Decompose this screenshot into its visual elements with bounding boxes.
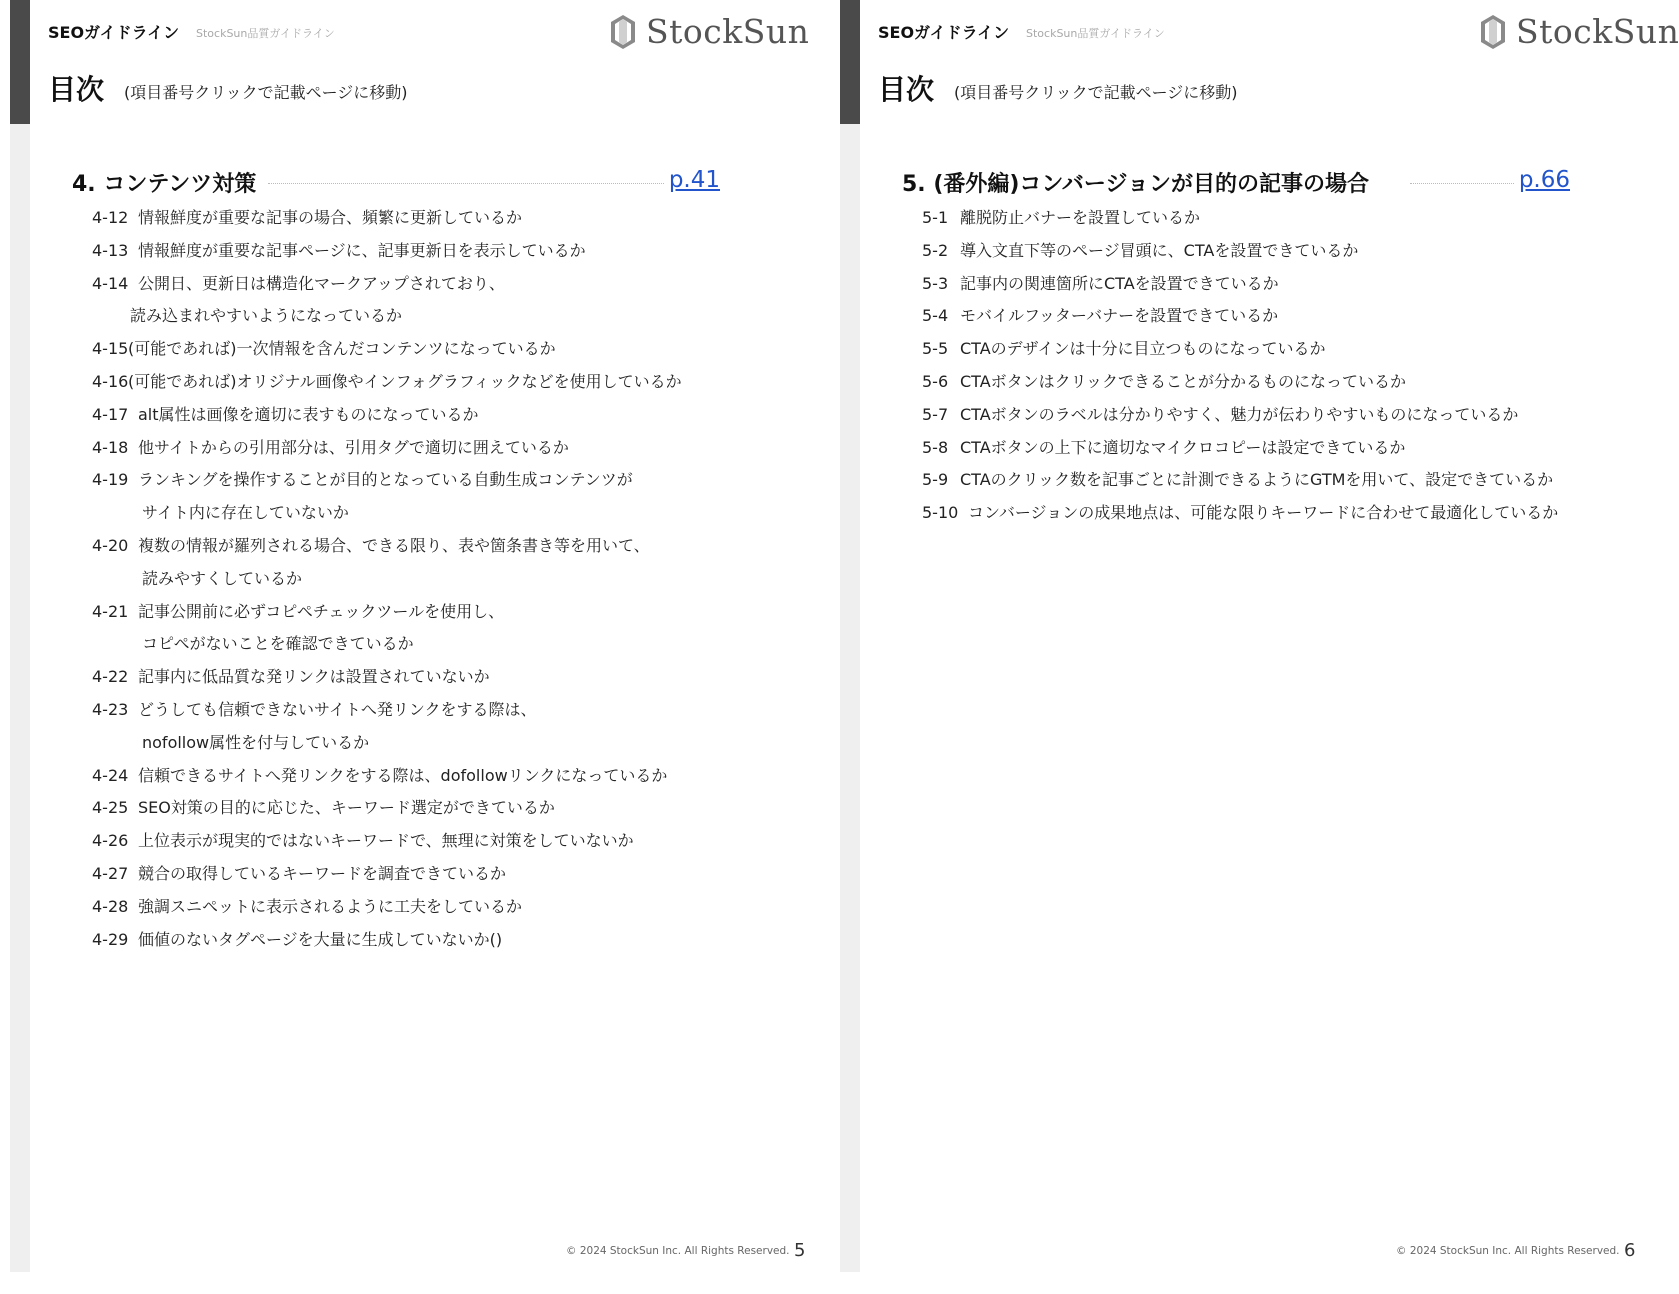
footer-copyright: © 2024 StockSun Inc. All Rights Reserved. — [1396, 1245, 1620, 1257]
toc-item[interactable] — [92, 202, 682, 235]
item-text[interactable]: CTAボタンの上下に適切なマイクロコピーは設定できているか — [960, 437, 1406, 457]
item-text[interactable]: 記事内の関連箇所にCTAを設置できているか — [960, 273, 1279, 293]
stocksun-hexagon-logo-icon — [1480, 14, 1506, 50]
item-number[interactable]: 5-10 — [922, 503, 959, 523]
item-text[interactable]: モバイルフッターバナーを設置できているか — [960, 306, 1279, 326]
item-number[interactable]: 4-17 — [92, 404, 129, 424]
item-text[interactable]: 情報鮮度が重要な記事ページに、記事更新日を表示しているか — [138, 240, 586, 260]
item-number[interactable]: 4-18 — [92, 437, 129, 457]
section-page-link[interactable]: p.66 — [1518, 167, 1570, 193]
item-text[interactable]: 離脱防止バナーを設置しているか — [960, 208, 1201, 227]
logo-text: StockSun — [1516, 12, 1679, 51]
toc-item[interactable] — [92, 694, 682, 727]
doc-title: SEOガイドライン — [878, 23, 1010, 42]
toc-item[interactable] — [922, 464, 1558, 497]
doc-title: SEOガイドライン — [48, 23, 180, 42]
item-text[interactable]: 他サイトからの引用部分は、引用タグで適切に囲えているか — [138, 437, 569, 457]
item-text[interactable]: どうしても信頼できないサイトへ発リンクをする際は、 — [138, 699, 537, 719]
header-accent-block — [10, 0, 30, 124]
logo-text: StockSun — [646, 12, 810, 51]
toc-item-list — [92, 202, 682, 956]
toc-item[interactable] — [92, 760, 682, 793]
item-number[interactable]: 4-14 — [92, 273, 129, 293]
toc-item[interactable] — [92, 661, 682, 694]
toc-item-continuation[interactable] — [92, 727, 682, 760]
stocksun-hexagon-logo-icon — [610, 14, 636, 50]
item-text[interactable]: コンバージョンの成果地点は、可能な限りキーワードに合わせて最適化しているか — [968, 503, 1559, 523]
item-number[interactable]: 5-3 — [922, 273, 949, 293]
item-text[interactable]: 強調スニペットに表示されるように工夫をしているか — [138, 896, 523, 916]
item-text[interactable]: ランキングを操作することが目的となっている自動生成コンテンツが — [138, 470, 633, 490]
page-number: 5 — [794, 1240, 806, 1261]
item-number[interactable]: 5-2 — [922, 240, 949, 260]
item-number[interactable]: 5-6 — [922, 371, 949, 391]
section-heading-row[interactable] — [902, 167, 1570, 197]
item-number[interactable]: 4-22 — [92, 667, 129, 687]
item-number[interactable]: 4-24 — [92, 765, 129, 785]
item-number[interactable]: 4-23 — [92, 699, 129, 719]
toc-item-continuation[interactable] — [92, 497, 682, 530]
toc-item[interactable] — [92, 333, 682, 366]
toc-item[interactable] — [922, 202, 1558, 235]
item-text[interactable]: SEO対策の目的に応じた、キーワード選定ができているか — [138, 798, 555, 818]
item-text[interactable]: 情報鮮度が重要な記事の場合、頻繁に更新しているか — [138, 208, 523, 227]
toc-item[interactable] — [922, 333, 1558, 366]
toc-item[interactable] — [92, 858, 682, 891]
header-accent-block — [840, 0, 860, 124]
toc-item[interactable] — [922, 268, 1558, 301]
item-text[interactable]: 上位表示が現実的ではないキーワードで、無理に対策をしていないか — [138, 831, 634, 851]
item-number[interactable]: 4-27 — [92, 863, 129, 883]
toc-item-continuation[interactable] — [92, 628, 682, 661]
item-text[interactable]: (可能であれば)一次情報を含んだコンテンツになっているか — [128, 339, 556, 359]
toc-item[interactable] — [92, 530, 682, 563]
item-text[interactable]: CTAボタンはクリックできることが分かるものになっているか — [960, 371, 1407, 391]
toc-note: (項目番号クリックで記載ページに移動) — [954, 83, 1238, 102]
item-text[interactable]: コピペがないことを確認できているか — [142, 634, 414, 654]
section-heading-row[interactable] — [72, 167, 720, 197]
item-number[interactable]: 5-8 — [922, 437, 949, 457]
item-text[interactable]: 信頼できるサイトへ発リンクをする際は、dofollowリンクになっているか — [138, 765, 668, 785]
item-number[interactable]: 5-5 — [922, 339, 949, 359]
toc-item-list — [922, 202, 1558, 530]
doc-subtitle: StockSun品質ガイドライン — [1026, 27, 1165, 40]
toc-item[interactable] — [922, 300, 1558, 333]
item-number[interactable]: 4-28 — [92, 896, 129, 916]
item-text[interactable]: CTAボタンのラベルは分かりやすく、魅力が伝わりやすいものになっているか — [960, 404, 1519, 424]
section-page-link[interactable]: p.41 — [668, 167, 720, 193]
item-number[interactable]: 4-21 — [92, 601, 129, 621]
item-number[interactable]: 4-16 — [92, 371, 129, 391]
item-number[interactable]: 4-12 — [92, 208, 129, 227]
toc-item[interactable] — [92, 792, 682, 825]
stocksun-logo — [610, 12, 809, 51]
toc-heading: 目次 — [878, 73, 935, 106]
item-text[interactable]: CTAのクリック数を記事ごとに計測できるようにGTMを用いて、設定できているか — [960, 470, 1554, 490]
item-number[interactable]: 5-9 — [922, 470, 949, 490]
item-text[interactable]: サイト内に存在していないか — [142, 503, 349, 523]
item-text[interactable]: nofollow属性を付与しているか — [142, 732, 370, 752]
item-text[interactable]: 読みやすくしているか — [142, 568, 303, 588]
item-number[interactable]: 5-1 — [922, 208, 949, 227]
toc-note: (項目番号クリックで記載ページに移動) — [124, 83, 408, 102]
toc-item[interactable] — [92, 432, 682, 465]
toc-item[interactable] — [92, 235, 682, 268]
page-gutter — [840, 0, 860, 1272]
section-title[interactable]: 5. (番外編)コンバージョンが目的の記事の場合 — [902, 172, 1370, 197]
item-text[interactable]: CTAのデザインは十分に目立つものになっているか — [960, 339, 1326, 359]
item-number[interactable]: 4-19 — [92, 470, 129, 490]
item-number[interactable]: 5-4 — [922, 306, 949, 326]
item-number[interactable]: 4-15 — [92, 339, 129, 359]
toc-heading: 目次 — [48, 73, 105, 106]
item-number[interactable]: 4-29 — [92, 929, 129, 949]
toc-item[interactable] — [92, 464, 682, 497]
item-number[interactable]: 5-7 — [922, 404, 949, 424]
toc-item[interactable] — [92, 825, 682, 858]
item-text[interactable]: 競合の取得しているキーワードを調査できているか — [138, 863, 507, 883]
toc-item[interactable] — [922, 235, 1558, 268]
item-text[interactable]: (可能であれば)オリジナル画像やインフォグラフィックなどを使用しているか — [128, 371, 682, 391]
toc-item-continuation[interactable] — [92, 563, 682, 596]
toc-item-continuation[interactable] — [92, 300, 682, 333]
item-text[interactable]: 記事内に低品質な発リンクは設置されていないか — [138, 667, 490, 687]
toc-item[interactable] — [92, 596, 682, 629]
item-number[interactable]: 4-13 — [92, 240, 129, 260]
toc-item[interactable] — [92, 366, 682, 399]
toc-item[interactable] — [92, 891, 682, 924]
doc-subtitle: StockSun品質ガイドライン — [196, 27, 335, 40]
toc-item[interactable] — [922, 497, 1558, 530]
item-number[interactable]: 4-26 — [92, 831, 129, 851]
toc-page-left — [10, 0, 840, 1272]
toc-item[interactable] — [922, 432, 1558, 465]
item-text[interactable]: 導入文直下等のページ冒頭に、CTAを設置できているか — [960, 240, 1359, 260]
toc-item[interactable] — [922, 399, 1558, 432]
dotted-leader — [1410, 183, 1514, 184]
page-number: 6 — [1624, 1240, 1636, 1261]
item-text[interactable]: alt属性は画像を適切に表すものになっているか — [138, 404, 479, 424]
item-text[interactable]: 価値のないタグページを大量に生成していないか() — [138, 929, 503, 949]
toc-item[interactable] — [922, 366, 1558, 399]
item-number[interactable]: 4-20 — [92, 535, 129, 555]
item-number[interactable]: 4-25 — [92, 798, 129, 818]
toc-item[interactable] — [92, 924, 682, 957]
stocksun-logo — [1480, 12, 1679, 51]
toc-item[interactable] — [92, 399, 682, 432]
item-text[interactable]: 公開日、更新日は構造化マークアップされており、 — [138, 273, 505, 293]
item-text[interactable]: 記事公開前に必ずコピペチェックツールを使用し、 — [138, 601, 505, 621]
dotted-leader — [268, 183, 664, 184]
toc-item[interactable] — [92, 268, 682, 301]
section-title[interactable]: 4. コンテンツ対策 — [72, 172, 257, 197]
item-text[interactable]: 読み込まれやすいようになっているか — [130, 306, 403, 326]
page-gutter — [10, 0, 30, 1272]
footer-copyright: © 2024 StockSun Inc. All Rights Reserved. — [566, 1245, 790, 1257]
item-text[interactable]: 複数の情報が羅列される場合、できる限り、表や箇条書き等を用いて、 — [138, 535, 650, 555]
toc-page-right — [840, 0, 1679, 1272]
